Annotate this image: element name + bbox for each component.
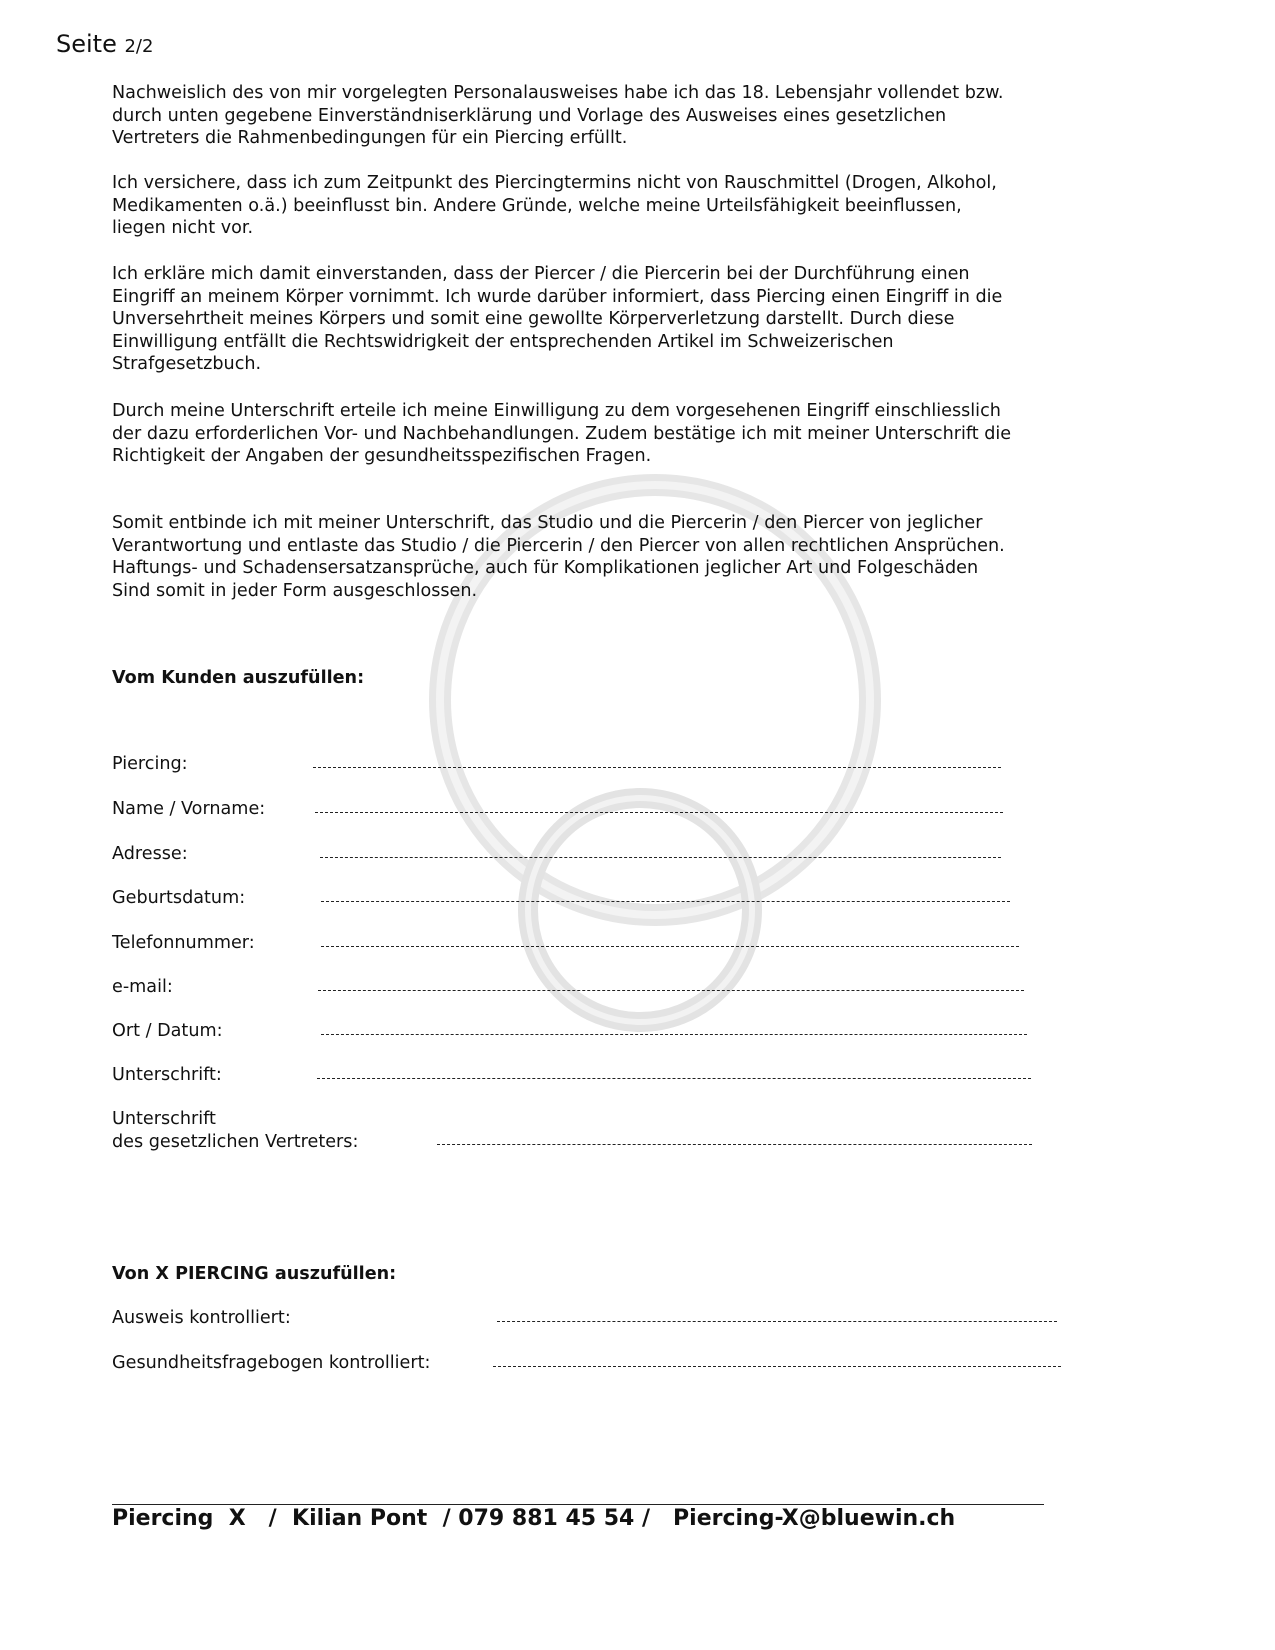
page-header-label: Seite — [56, 30, 117, 58]
paragraph-age: Nachweislich des von mir vorgelegten Personalausweises habe ich das 18. Lebensjahr vollendet bzw. durch unten gegebene Einverständniserklärung und Vorlage des Ausweises eines gesetzlichen Vertreters die Rahmenbedingungen für ein Piercing erfüllt. — [112, 83, 1004, 149]
field-line-guardian-signature[interactable] — [437, 1144, 1032, 1145]
field-label-name: Name / Vorname: — [112, 799, 266, 819]
field-label-phone: Telefonnummer: — [112, 933, 255, 953]
field-label-email: e-mail: — [112, 977, 173, 997]
field-label-health-checked: Gesundheitsfragebogen kontrolliert: — [112, 1353, 431, 1373]
page-number: 2/2 — [124, 36, 154, 57]
page-header — [56, 30, 153, 58]
field-line-place-date[interactable] — [321, 1034, 1027, 1035]
field-line-email[interactable] — [318, 990, 1024, 991]
field-label-place-date: Ort / Datum: — [112, 1021, 223, 1041]
field-line-piercing[interactable] — [313, 767, 1001, 768]
footer-divider — [112, 1504, 1044, 1505]
field-line-id-checked[interactable] — [497, 1321, 1057, 1322]
paragraph-liability: Somit entbinde ich mit meiner Unterschrift, das Studio und die Piercerin / den Piercer von jeglicher Verantwortung und entlaste das Studio / die Piercerin / den Piercer von allen rechtlichen Ansprüchen. Haftungs- und Schadensersatzansprüche, auch für Komplikationen jeglicher Art und Folgeschäden Sind somit in jeder Form ausgeschlossen. — [112, 513, 1005, 601]
paragraph-signature: Durch meine Unterschrift erteile ich meine Einwilligung zu dem vorgesehenen Eingriff einschliesslich der dazu erforderlichen Vor- und Nachbehandlungen. Zudem bestätige ich mit meiner Unterschrift die Richtigkeit der Angaben der gesundheitsspezifischen Fragen. — [112, 401, 1012, 467]
paragraph-consent: Ich erkläre mich damit einverstanden, dass der Piercer / die Piercerin bei der Durchführung einen Eingriff an meinem Körper vornimmt. Ich wurde darüber informiert, dass Piercing einen Eingriff in die Unversehrtheit meines Körpers und somit eine gewollte Körperverletzung darstellt. Durch diese Einwilligung entfällt die Rechtswidrigkeit der entsprechenden Artikel im Schweizerischen Strafgesetzbuch. — [112, 264, 1003, 375]
footer-contact: Piercing X / Kilian Pont / 079 881 45 54 / Piercing-X@bluewin.ch — [112, 1506, 956, 1531]
field-label-id-checked: Ausweis kontrolliert: — [112, 1308, 291, 1328]
field-line-name[interactable] — [315, 812, 1003, 813]
field-line-birthdate[interactable] — [321, 901, 1010, 902]
field-line-signature[interactable] — [317, 1078, 1031, 1079]
field-label-birthdate: Geburtsdatum: — [112, 888, 246, 908]
field-label-guardian-signature: Unterschrift des gesetzlichen Vertreters: — [112, 1109, 359, 1152]
customer-section-title: Vom Kunden auszufüllen: — [112, 668, 365, 688]
field-line-health-checked[interactable] — [493, 1366, 1061, 1367]
studio-section-title: Von X PIERCING auszufüllen: — [112, 1264, 397, 1284]
field-line-address[interactable] — [320, 857, 1001, 858]
field-label-signature: Unterschrift: — [112, 1065, 222, 1085]
paragraph-substances: Ich versichere, dass ich zum Zeitpunkt des Piercingtermins nicht von Rauschmittel (Drogen, Alkohol, Medikamenten o.ä.) beeinflusst bin. Andere Gründe, welche meine Urteilsfähigkeit beeinflussen, liegen nicht vor. — [112, 173, 997, 239]
field-label-address: Adresse: — [112, 844, 188, 864]
field-line-phone[interactable] — [321, 946, 1019, 947]
field-label-piercing: Piercing: — [112, 754, 188, 774]
